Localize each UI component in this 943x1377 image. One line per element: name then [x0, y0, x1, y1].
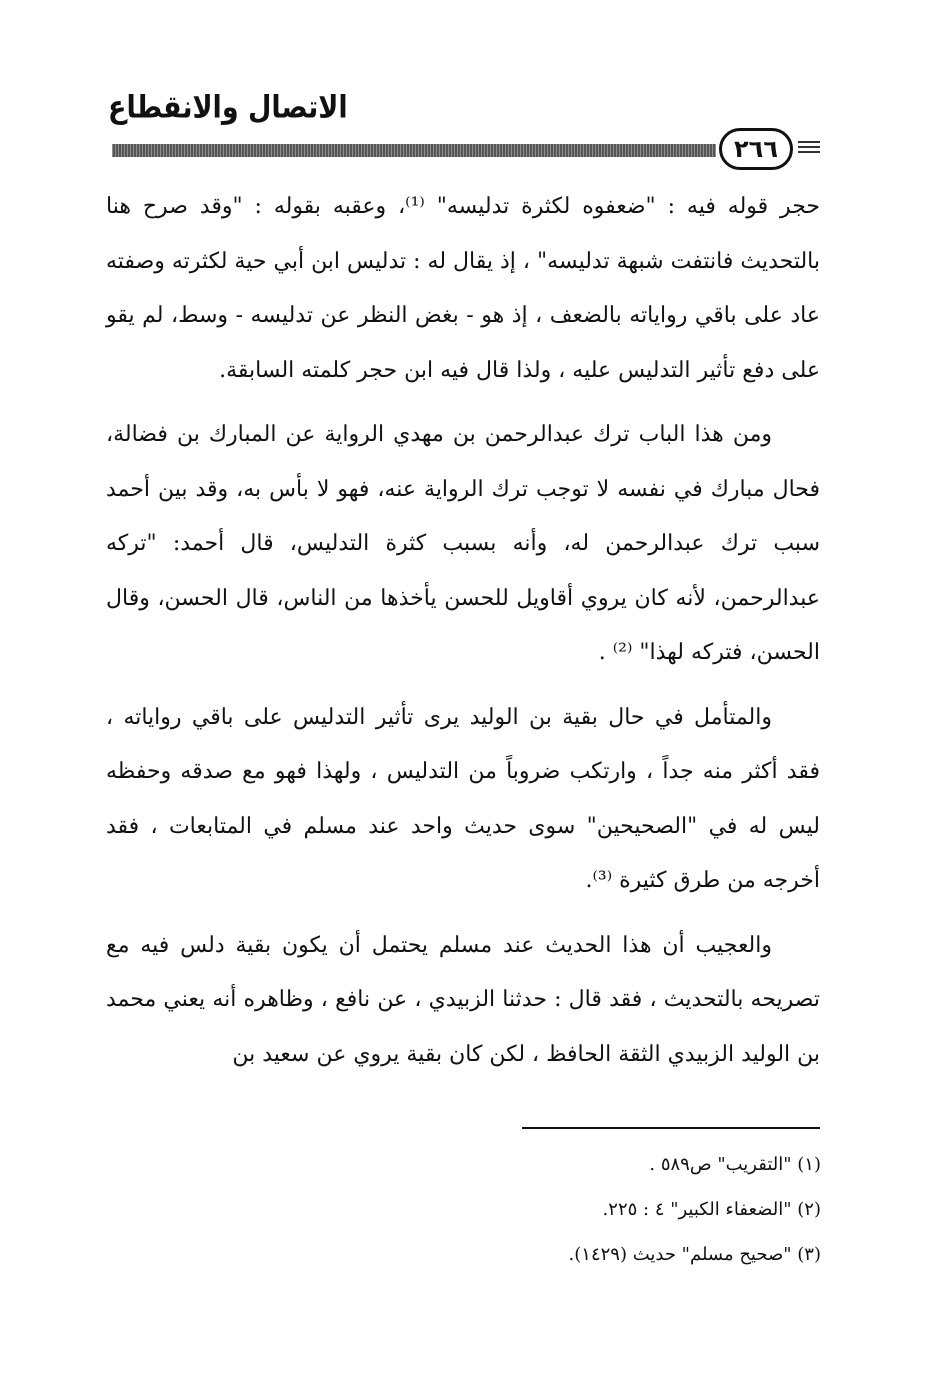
body-text [106, 180, 820, 1092]
running-title: الاتصال والانقطاع [108, 89, 348, 126]
paragraph: حجر قوله فيه : "ضعفوه لكثرة تدليسه" ⁽¹⁾، وعقبه بقوله : "وقد صرح هنا بالتحديث فانتفت شبهة تدليسه" ، إذ يقال له : تدليس ابن أبي حية لكثرته وصفته عاد على باقي رواياته بالضعف ، إذ هو - بغض النظر عن تدليسه - وسط، لم يقو على دفع تأثير التدليس عليه ، ولذا قال فيه ابن حجر كلمته السابقة. [106, 194, 820, 383]
footnote-separator [522, 1127, 820, 1129]
paragraph: والمتأمل في حال بقية بن الوليد يرى تأثير التدليس على باقي رواياته ، فقد أكثر منه جداً ، وارتكب ضروباً من التدليس ، ولهذا فهو مع صدقه وحفظه ليس له في "الصحيحين" سوى حديث واحد عند مسلم في المتابعات ، فقد أخرجه من طرق كثيرة ⁽³⁾. [106, 704, 820, 893]
paragraph: والعجيب أن هذا الحديث عند مسلم يحتمل أن يكون بقية دلس فيه مع تصريحه بالتحديث ، فقد قال : حدثنا الزبيدي ، عن نافع ، وظاهره أنه يعني محمد بن الوليد الزبيدي الثقة الحافظ ، لكن كان بقية يروي عن سعيد بن [106, 932, 820, 1067]
footnotes [569, 1142, 821, 1277]
footnote: (٢) "الضعفاء الكبير" ٤ : ٢٢٥. [602, 1199, 821, 1220]
footnote: (١) "التقريب" ص٥٨٩ . [649, 1154, 821, 1175]
paragraph: ومن هذا الباب ترك عبدالرحمن بن مهدي الرواية عن المبارك بن فضالة، فحال مبارك في نفسه لا توجب ترك الرواية عنه، فهو لا بأس به، وقد بين أحمد سبب ترك عبدالرحمن له، وأنه بسبب كثرة التدليس، قال أحمد: "تركه عبدالرحمن، لأنه كان يروي أقاويل للحسن يأخذها من الناس، قال الحسن، وقال الحسن، فتركه لهذا" ⁽²⁾ . [106, 422, 820, 665]
header-rule-ornament [798, 141, 820, 143]
page-number: ٢٦٦ [719, 128, 793, 170]
header-rule [112, 144, 716, 157]
footnote: (٣) "صحيح مسلم" حديث (١٤٢٩). [568, 1244, 821, 1265]
